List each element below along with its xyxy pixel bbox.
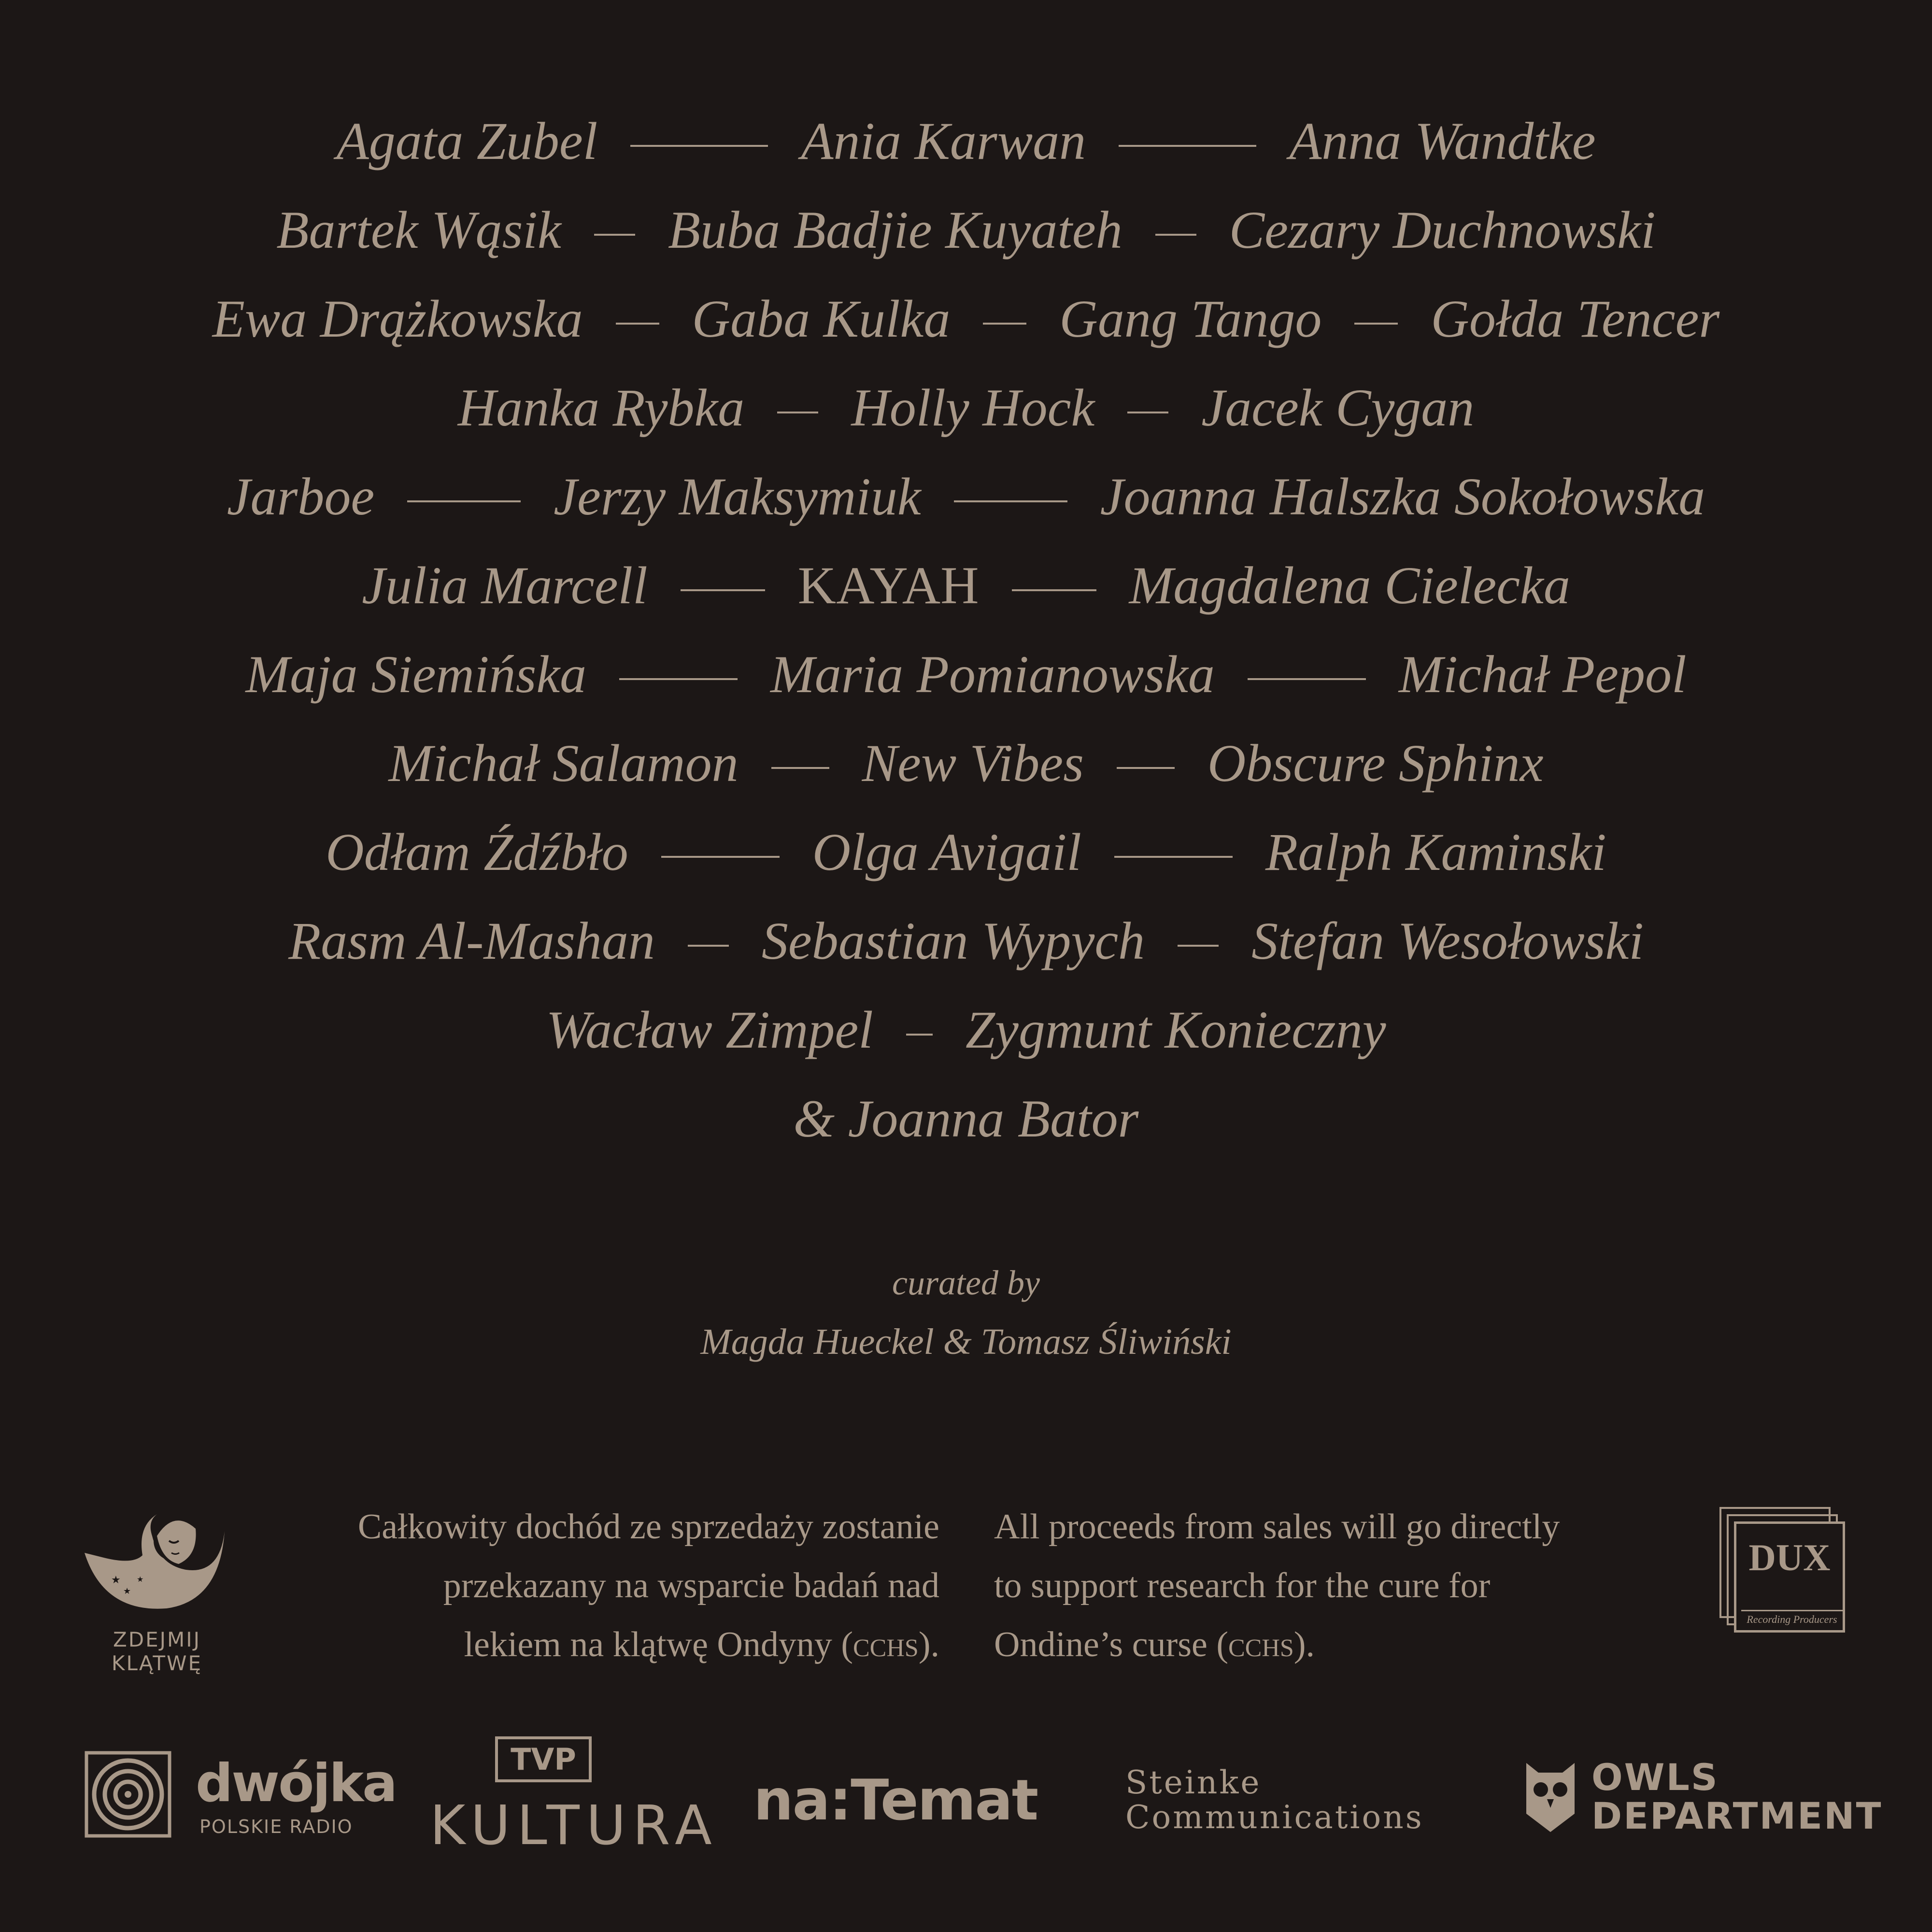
artist-name: Joanna Halszka Sokołowska: [1100, 467, 1705, 526]
steinke-communications-logo: [1125, 1765, 1424, 1835]
artist-name: Maja Siemińska: [245, 644, 587, 704]
tvp-box: TVP: [495, 1736, 592, 1782]
separator-dash: [1127, 412, 1168, 413]
separator-dash: [1117, 767, 1175, 769]
separator-dash: [1155, 234, 1196, 236]
curated-by-label: curated by: [892, 1264, 1040, 1302]
separator-dash: [1354, 323, 1398, 325]
separator-dash: [954, 500, 1067, 502]
dux-title: DUX: [1748, 1536, 1831, 1578]
natemat-logo: na:Temat: [753, 1768, 1038, 1833]
artist-name: Jerzy Maksymiuk: [554, 467, 921, 526]
separator-dash: [906, 1034, 933, 1036]
artist-name: Anna Wandtke: [1289, 111, 1596, 170]
proceeds-line: Całkowity dochód ze sprzedaży zostanie: [357, 1507, 939, 1547]
artist-name: Zygmunt Konieczny: [965, 1000, 1386, 1059]
owls-line: OWLS: [1591, 1756, 1719, 1799]
proceeds-text-polish: [270, 1497, 939, 1674]
separator-dash: [771, 767, 829, 769]
svg-text:★: ★: [123, 1586, 131, 1596]
artist-name: Michał Salamon: [388, 733, 739, 793]
dwojka-logo: [85, 1748, 397, 1845]
artist-name: Hanka Rybka: [457, 378, 745, 437]
artist-name: New Vibes: [862, 733, 1084, 793]
artist-name: Jarboe: [227, 467, 375, 526]
separator-dash: [619, 678, 738, 680]
artist-name: Rasm Al-Mashan: [288, 911, 655, 970]
tvp-kultura-wordmark: KULTURA: [430, 1794, 719, 1857]
zdejmij-klatwe-logo: [75, 1502, 239, 1675]
artist-name: Ania Karwan: [801, 111, 1086, 170]
artist-name: Julia Marcell: [362, 555, 648, 615]
credits-row: [276, 185, 1655, 274]
credits-row: [336, 97, 1595, 185]
artist-name: Wacław Zimpel: [546, 1000, 873, 1059]
dwojka-wordmark: dwójka: [196, 1753, 397, 1814]
artist-name: Odłam Źdźbło: [326, 822, 628, 881]
dwojka-subtitle: POLSKIE RADIO: [199, 1816, 353, 1837]
artist-name: Gaba Kulka: [692, 289, 951, 348]
credits-row: [458, 363, 1475, 452]
credits-row: [213, 274, 1720, 363]
credits-row: [389, 719, 1544, 808]
artist-name: Holly Hock: [851, 378, 1095, 437]
owl-icon: [1524, 1761, 1577, 1833]
artist-name: Sebastian Wypych: [761, 911, 1145, 970]
separator-dash: [1119, 145, 1256, 147]
communications-line: Communications: [1125, 1799, 1424, 1836]
concentric-circles-icon: [85, 1751, 171, 1838]
separator-dash: [661, 856, 780, 858]
owls-department-logo: [1524, 1756, 1883, 1837]
separator-dash: [594, 234, 635, 236]
artist-name: Stefan Wesołowski: [1251, 911, 1644, 970]
artist-name: Maria Pomianowska: [770, 644, 1215, 704]
credits-row: [326, 808, 1606, 896]
owls-department-text: [1591, 1758, 1883, 1835]
zdejmij-klatwe-text: ZDEJMIJ KLĄTWĘ: [111, 1628, 203, 1675]
proceeds-line: lekiem na klątwę Ondyny (cchs).: [464, 1625, 939, 1664]
moon-face-icon: [75, 1502, 239, 1623]
dux-subtitle: Recording Producers: [1741, 1610, 1843, 1626]
separator-dash: [688, 945, 729, 947]
artist-name: Michał Pepol: [1398, 644, 1687, 704]
curators-names: Magda Hueckel & Tomasz Śliwiński: [700, 1321, 1232, 1362]
svg-text:★: ★: [111, 1574, 121, 1586]
separator-dash: [616, 323, 659, 325]
artist-name: Gang Tango: [1059, 289, 1322, 348]
credits-row: [794, 1074, 1139, 1163]
dux-frame-front: [1734, 1521, 1845, 1633]
artist-name: KAYAH: [797, 555, 979, 615]
artist-name: Olga Avigail: [812, 822, 1081, 881]
credits-row: [288, 896, 1644, 985]
separator-dash: [983, 323, 1026, 325]
proceeds-line: All proceeds from sales will go directly: [994, 1507, 1560, 1547]
separator-dash: [681, 589, 765, 591]
artist-name: Bartek Wąsik: [276, 200, 561, 259]
proceeds-line: Ondine’s curse (cchs).: [994, 1625, 1315, 1664]
artist-name: Jacek Cygan: [1201, 378, 1475, 437]
dux-logo: [1719, 1507, 1850, 1637]
artist-name: Buba Badjie Kuyateh: [668, 200, 1122, 259]
separator-dash: [777, 412, 818, 413]
steinke-line: Steinke: [1125, 1764, 1262, 1801]
proceeds-line: przekazany na wsparcie badań nad: [443, 1566, 939, 1605]
separator-dash: [1114, 856, 1233, 858]
separator-dash: [1012, 589, 1096, 591]
proceeds-line: to support research for the cure for: [994, 1566, 1491, 1605]
artist-name: Cezary Duchnowski: [1229, 200, 1656, 259]
artist-name: Gołda Tencer: [1431, 289, 1720, 348]
artist-name: Agata Zubel: [336, 111, 598, 170]
proceeds-text-english: [994, 1497, 1670, 1674]
separator-dash: [407, 500, 521, 502]
department-line: DEPARTMENT: [1591, 1794, 1883, 1837]
artist-name: Ewa Drążkowska: [212, 289, 583, 348]
credits-row: [546, 985, 1386, 1074]
artist-name: Magdalena Cielecka: [1129, 555, 1570, 615]
credits-row: [245, 630, 1686, 719]
artist-name: Ralph Kaminski: [1265, 822, 1606, 881]
artist-credits: [0, 97, 1932, 1163]
credits-row: [362, 541, 1570, 630]
artist-name: Obscure Sphinx: [1207, 733, 1544, 793]
tvp-kultura-logo: [430, 1736, 719, 1857]
credits-row: [227, 452, 1705, 541]
separator-dash: [630, 145, 768, 147]
separator-dash: [1178, 945, 1219, 947]
artist-name: & Joanna Bator: [793, 1089, 1139, 1148]
svg-text:★: ★: [137, 1575, 144, 1584]
separator-dash: [1248, 678, 1366, 680]
